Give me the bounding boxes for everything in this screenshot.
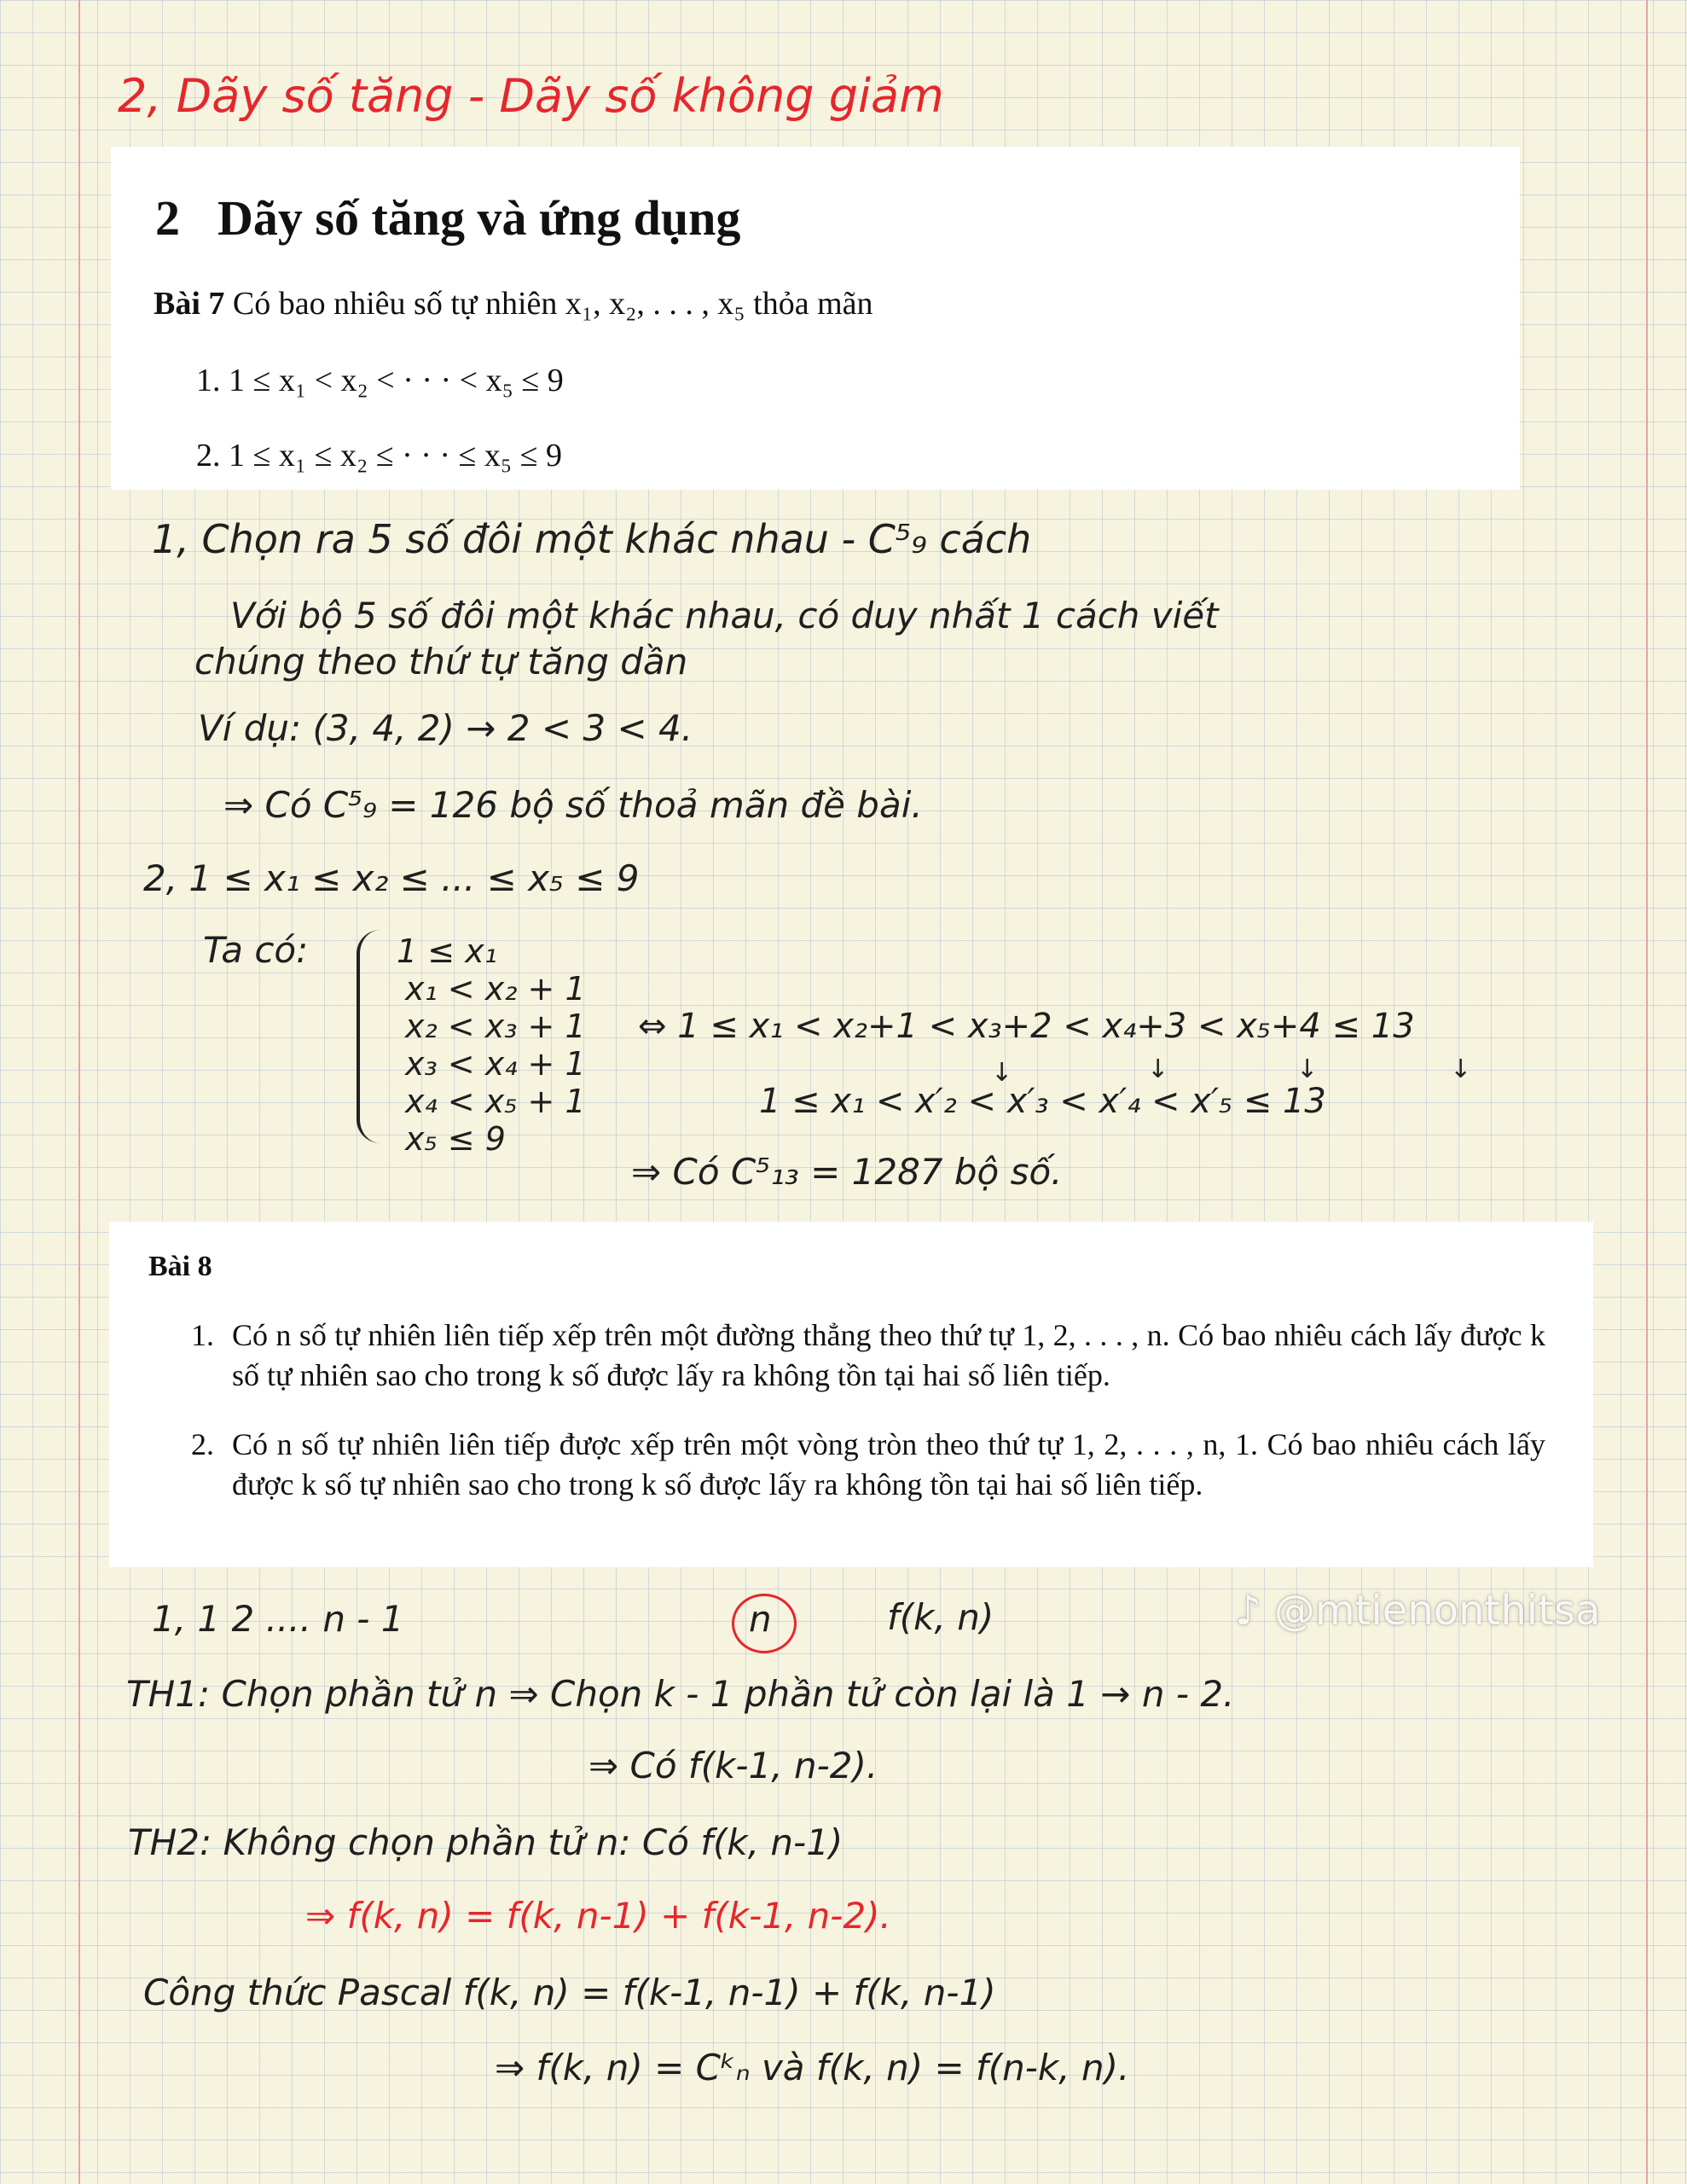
problem-8-item-2 xyxy=(191,1425,1545,1505)
system-brace xyxy=(357,930,386,1143)
solution1-line1: 1, Chọn ra 5 số đôi một khác nhau - C⁵₉ cách xyxy=(152,516,1032,562)
problem-7-statement xyxy=(154,285,873,322)
solution1-result: ⇒ Có C⁵₉ = 126 bộ số thoả mãn đề bài. xyxy=(223,784,923,826)
problem-8-card xyxy=(109,1222,1593,1567)
case-1: TH1: Chọn phần tử n ⇒ Chọn k - 1 phần tử còn lại là 1 → n - 2. xyxy=(126,1673,1235,1715)
problem-8-item-1-number: 1. xyxy=(191,1318,214,1352)
problem-7-card xyxy=(111,147,1520,490)
system-line-4: x₃ < x₄ + 1 xyxy=(405,1045,586,1083)
case-2: TH2: Không chọn phần tử n: Có f(k, n-1) xyxy=(128,1821,844,1863)
problem-8-item-1-text: Có n số tự nhiên liên tiếp xếp trên một đường thẳng theo thứ tự 1, 2, . . . , n. Có bao nhiêu cách lấy được k số tự nhiên sao cho trong k số được lấy ra không tồn tại hai số liên tiếp. xyxy=(232,1318,1545,1392)
problem-7-text: Có bao nhiêu số tự nhiên x₁, x₂, . . . , x₅ thỏa mãn xyxy=(232,286,873,322)
solution1-line2: Với bộ 5 số đôi một khác nhau, có duy nhất 1 cách viết xyxy=(230,595,1219,636)
case-1-result: ⇒ Có f(k-1, n-2). xyxy=(588,1745,878,1786)
section-title-text: Dãy số tăng và ứng dụng xyxy=(217,190,741,246)
solution2-taco: Ta có: xyxy=(203,929,309,971)
margin-line-left xyxy=(78,0,80,2184)
problem-7-item-2: 2. 1 ≤ x₁ ≤ x₂ ≤ · · · ≤ x₅ ≤ 9 xyxy=(196,438,562,473)
solution1-line3: chúng theo thứ tự tăng dần xyxy=(194,641,688,682)
arrow-down-icon: ↓ xyxy=(1147,1054,1169,1084)
problem-8-label: Bài 8 xyxy=(148,1251,212,1282)
section-title xyxy=(155,189,740,247)
recurrence: ⇒ f(k, n) = f(k, n-1) + f(k-1, n-2). xyxy=(305,1895,891,1937)
prime-chain: 1 ≤ x₁ < x′₂ < x′₃ < x′₄ < x′₅ ≤ 13 xyxy=(759,1082,1326,1121)
margin-line-right xyxy=(1646,0,1648,2184)
system-line-6: x₅ ≤ 9 xyxy=(405,1120,506,1158)
system-line-2: x₁ < x₂ + 1 xyxy=(405,970,586,1008)
problem-8-item-1 xyxy=(191,1316,1545,1396)
problem-7-item-1: 1. 1 ≤ x₁ < x₂ < · · · < x₅ ≤ 9 xyxy=(196,363,564,398)
solution1-example: Ví dụ: (3, 4, 2) → 2 < 3 < 4. xyxy=(198,707,693,749)
equivalent-chain: ⇔ 1 ≤ x₁ < x₂+1 < x₃+2 < x₄+3 < x₅+4 ≤ 13 xyxy=(638,1007,1415,1046)
watermark: ♪ @mtienonthitsa xyxy=(1235,1587,1601,1635)
problem-7-label: Bài 7 xyxy=(154,286,225,322)
arrow-down-icon: ↓ xyxy=(991,1058,1013,1088)
section-number: 2 xyxy=(155,190,180,246)
solution2-condition: 2, 1 ≤ x₁ ≤ x₂ ≤ ... ≤ x₅ ≤ 9 xyxy=(143,857,640,899)
pascal-formula: Công thức Pascal f(k, n) = f(k-1, n-1) + f(k, n-1) xyxy=(143,1972,996,2013)
solution3-sequence: 1, 1 2 .... n - 1 xyxy=(152,1598,404,1640)
problem-8-item-2-number: 2. xyxy=(191,1427,214,1461)
page-heading: 2, Dãy số tăng - Dãy số không giảm xyxy=(118,69,944,123)
arrow-down-icon: ↓ xyxy=(1296,1054,1319,1084)
final-formula: ⇒ f(k, n) = Cᵏₙ và f(k, n) = f(n-k, n). xyxy=(495,2047,1130,2088)
arrow-down-icon: ↓ xyxy=(1450,1054,1472,1084)
problem-8-item-2-text: Có n số tự nhiên liên tiếp được xếp trên một vòng tròn theo thứ tự 1, 2, . . . , n, 1. Có bao nhiêu cách lấy được k số tự nhiên sao cho trong k số được lấy ra không tồn tại hai số liên tiếp. xyxy=(232,1427,1545,1502)
system-line-3: x₂ < x₃ + 1 xyxy=(405,1008,586,1045)
solution2-result: ⇒ Có C⁵₁₃ = 1287 bộ số. xyxy=(631,1151,1063,1193)
solution3-f: f(k, n) xyxy=(887,1596,994,1638)
system-line-5: x₄ < x₅ + 1 xyxy=(405,1083,586,1120)
system-line-1: 1 ≤ x₁ xyxy=(397,932,497,970)
circled-n-label: n xyxy=(749,1598,772,1640)
